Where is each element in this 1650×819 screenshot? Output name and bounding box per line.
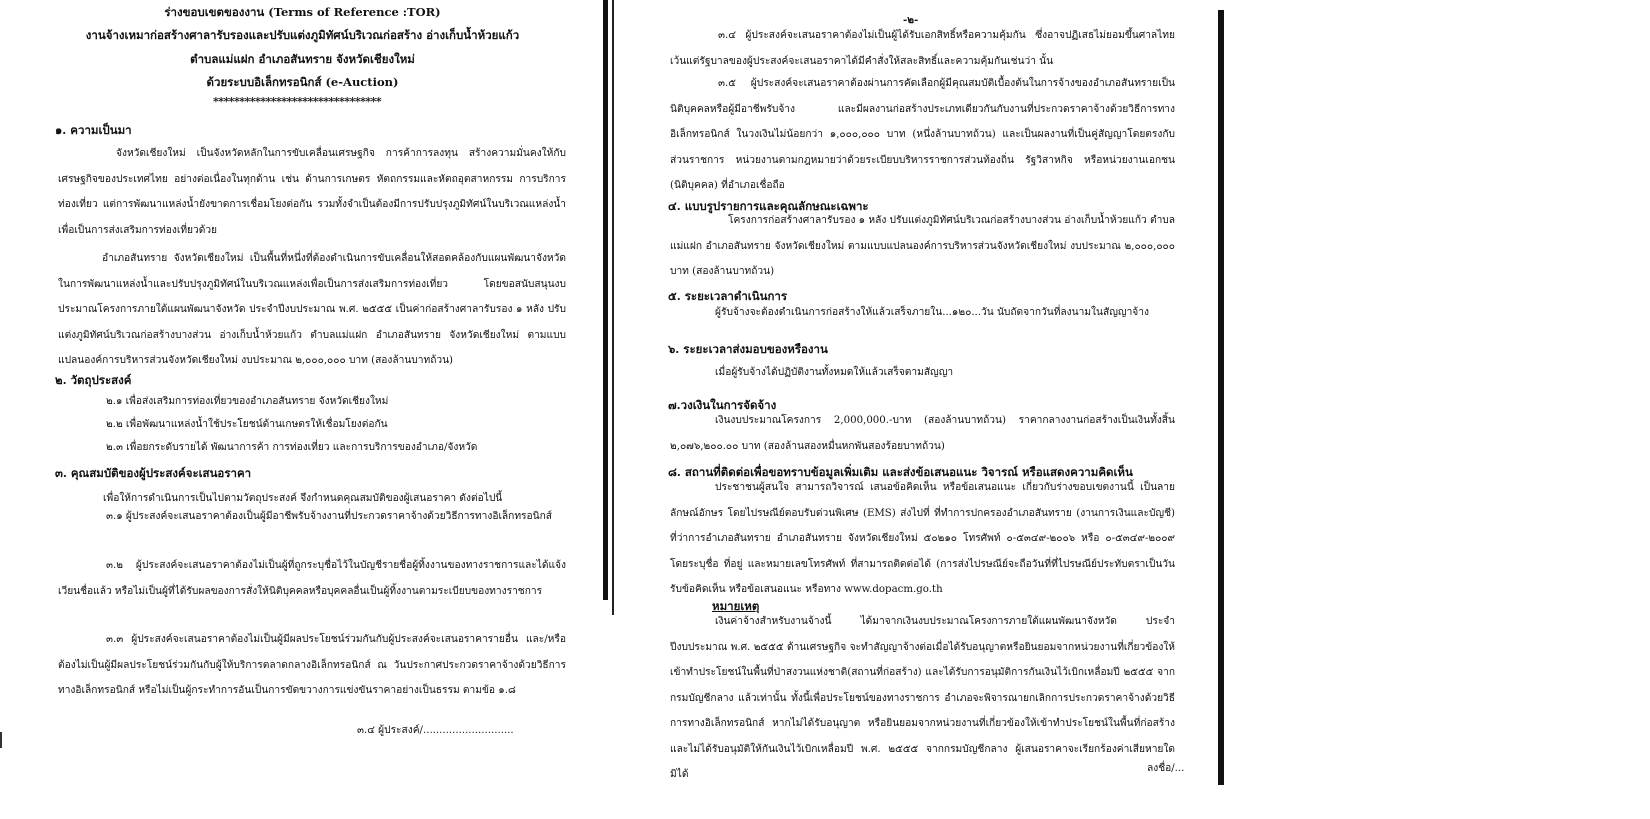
section-7-heading: ๗.วงเงินในการจัดจ้าง [668,398,777,412]
page-continuation: ๓.๔ ผู้ประสงค์/............................ [357,725,514,736]
document-page-2 [615,0,1225,819]
section-6-body: เมื่อผู้รับจ้างได้ปฏิบัติงานทั้งหมดให้แล้วเสร็จตามสัญญา [715,367,954,378]
doc-method: ด้วยระบบอิเล็กทรอนิกส์ (e-Auction) [206,75,399,89]
page-number: -๒- [903,14,919,26]
page-gutter-line [612,0,614,615]
section-5-body: ผู้รับจ้างจะต้องดำเนินการก่อสร้างให้แล้วเสร็จภายใน...๑๒๐...วัน นับถัดจากวันที่ลงนามในสัญญาจ้าง [715,307,1149,318]
objective-2-1: ๒.๑ เพื่อส่งเสริมการท่องเที่ยวของอำเภอสันทราย จังหวัดเชียงใหม่ [106,396,389,407]
note-heading: หมายเหตุ [712,599,760,613]
section-8-heading: ๘. สถานที่ติดต่อเพื่อขอทราบข้อมูลเพิ่มเติม และส่งข้อเสนอแนะ วิจารณ์ หรือแสดงความคิดเห็น [668,465,1133,479]
doc-title: ร่างขอบเขตของงาน (Terms of Reference :TOR) [164,5,441,19]
document-page-1 [0,0,605,819]
qualification-3-4: ๓.๔ ผู้ประสงค์จะเสนอราคาต้องไม่เป็นผู้ได้รับเอกสิทธิ์หรือความคุ้มกัน ซึ่งอาจปฏิเสธไม่ยอมขึ้นศาลไทยเว้นแต่รัฐบาลของผู้ประสงค์จะเสนอราคาได้มีคำสั่งให้สละสิทธิ์และความคุ้มกันเช่นว่า นั้น [670,30,1175,67]
section-1-heading: ๑. ความเป็นมา [55,123,132,137]
doc-subtitle: งานจ้างเหมาก่อสร้างศาลารับรองและปรับแต่งภูมิทัศน์บริเวณก่อสร้าง อ่างเก็บน้ำห้วยแก้ว [85,28,520,42]
note-body: เงินค่าจ้างสำหรับงานจ้างนี้ ได้มาจากเงินงบประมาณโครงการภายใต้แผนพัฒนาจังหวัด ประจำปีงบประมาณ พ.ศ. ๒๕๕๕ ด้านเศรษฐกิจ จะทำสัญญาจ้างต่อเมื่อได้รับอนุญาตหรือยินยอมจากหน่วยงานที่เกี่ยวข้องให้เข้าทำประโยชน์ในพื้นที่ป่าสงวนแห่งชาติ(สถานที่ก่อสร้าง) และได้รับการอนุมัติการกันเงินไว้เบิกเหลื่อมปี ๒๕๕๕ จากกรมบัญชีกลาง แล้วเท่านั้น ทั้งนี้เพื่อประโยชน์ของทางราชการ อำเภอจะพิจารณายกเลิกการประกวดราคาจ้างด้วยวิธีการทางอิเล็กทรอนิกส์ หากไม่ได้รับอนุญาต หรือยินยอมจากหน่วยงานที่เกี่ยวข้องให้เข้าทำประโยชน์ในพื้นที่ก่อสร้าง และไม่ได้รับอนุมัติให้กันเงินไว้เบิกเหลื่อมปี พ.ศ. ๒๕๕๕ จากกรมบัญชีกลาง ผู้เสนอราคาจะเรียกร้องค่าเสียหายใด มิได้ [670,616,1175,780]
objective-2-3: ๒.๓ เพื่อยกระดับรายได้ พัฒนาการค้า การท่องเที่ยว และการบริการของอำเภอ/จังหวัด [106,442,478,453]
section-3-intro: เพื่อให้การดำเนินการเป็นไปตามวัตถุประสงค์ จึงกำหนดคุณสมบัติของผู้เสนอราคา ดังต่อไปนี้ [103,493,503,504]
qualification-3-5: ๓.๕ ผู้ประสงค์จะเสนอราคาต้องผ่านการคัดเลือกผู้มีคุณสมบัติเบื้องต้นในการจ้างของอำเภอสันทรายเป็นนิติบุคคลหรือผู้มีอาชีพรับจ้าง และมีผลงานก่อสร้างประเภทเดียวกันกับงานที่ประกวดราคาจ้างด้วยวิธีการทางอิเล็กทรอนิกส์ ในวงเงินไม่น้อยกว่า ๑,๐๐๐,๐๐๐ บาท (หนึ่งล้านบาทถ้วน) และเป็นผลงานที่เป็นคู่สัญญาโดยตรงกับส่วนราชการ หน่วยงานตามกฎหมายว่าด้วยระเบียบบริหารราชการส่วนท้องถิ่น รัฐวิสาหกิจ หรือหน่วยงานเอกชน (นิติบุคคล) ที่อำเภอเชื่อถือ [670,78,1175,191]
qualification-3-3: ๓.๓ ผู้ประสงค์จะเสนอราคาต้องไม่เป็นผู้มีผลประโยชน์ร่วมกันกับผู้ประสงค์จะเสนอราคารายอื่น และ/หรือต้องไม่เป็นผู้มีผลประโยชน์ร่วมกันกับผู้ให้บริการตลาดกลางอิเล็กทรอนิกส์ ณ วันประกาศประกวดราคาจ้างด้วยวิธีการทางอิเล็กทรอนิกส์ หรือไม่เป็นผู้กระทำการอันเป็นการขัดขวางการแข่งขันราคาอย่างเป็นธรรม ตามข้อ ๑.๘ [58,634,566,696]
qualification-3-1: ๓.๑ ผู้ประสงค์จะเสนอราคาต้องเป็นผู้มีอาชีพรับจ้างงานที่ประกวดราคาจ้างด้วยวิธีการทางอิเล็กทรอนิกส์ [106,511,552,522]
section-2-heading: ๒. วัตถุประสงค์ [55,373,132,387]
section-7-body: เงินงบประมาณโครงการ 2,000,000.-บาท (สองล้านบาทถ้วน) ราคากลางงานก่อสร้างเป็นเงินทั้งสิ้น ๒,๐๗๖,๒๐๐.๐๐ บาท (สองล้านสองหมื่นหกพันสองร้อยบาทถ้วน) [670,415,1175,452]
section-1-paragraph-1: จังหวัดเชียงใหม่ เป็นจังหวัดหลักในการขับเคลื่อนเศรษฐกิจ การค้าการลงทุน สร้างความมั่นคงให้กับเศรษฐกิจของประเทศไทย อย่างต่อเนื่องในทุกด้าน เช่น ด้านการเกษตร หัตถกรรมและหัตถอุตสาหกรรม การบริการท่องเที่ยว แต่การพัฒนาแหล่งน้ำยังขาดการเชื่อมโยงต่อกัน รวมทั้งจำเป็นต้องมีการปรับปรุงภูมิทัศน์ในบริเวณแหล่งน้ำเพื่อเป็นการส่งเสริมการท่องเที่ยวด้วย [58,148,566,236]
section-6-heading: ๖. ระยะเวลาส่งมอบของหรืองาน [668,342,828,356]
section-4-heading: ๔. แบบรูปรายการและคุณลักษณะเฉพาะ [668,199,869,213]
section-4-body: โครงการก่อสร้างศาลารับรอง ๑ หลัง ปรับแต่งภูมิทัศน์บริเวณก่อสร้างบางส่วน อ่างเก็บน้ำห้วยแก้ว ตำบลแม่แฝก อำเภอสันทราย จังหวัดเชียงใหม่ ตามแบบแปลนองค์การบริหารส่วนจังหวัดเชียงใหม่ งบประมาณ ๒,๐๐๐,๐๐๐ บาท (สองล้านบาทถ้วน) [670,215,1175,277]
section-3-heading: ๓. คุณสมบัติของผู้ประสงค์จะเสนอราคา [55,466,252,480]
doc-location: ตำบลแม่แฝก อำเภอสันทราย จังหวัดเชียงใหม่ [190,52,415,66]
section-1-paragraph-2: อำเภอสันทราย จังหวัดเชียงใหม่ เป็นพื้นที่หนึ่งที่ต้องดำเนินการขับเคลื่อนให้สอดคล้องกับแผนพัฒนาจังหวัด ในการพัฒนาแหล่งน้ำและปรับปรุงภูมิทัศน์ในบริเวณแหล่งเพื่อเป็นการส่งเสริมการท่องเที่ยว โดยขอสนับสนุนงบประมาณโครงการภายใต้แผนพัฒนาจังหวัด ประจำปีงบประมาณ พ.ศ. ๒๕๕๕ เป็นค่าก่อสร้างศาลารับรอง ๑ หลัง ปรับแต่งภูมิทัศน์บริเวณก่อสร้างบางส่วน อ่างเก็บน้ำห้วยแก้ว ตำบลแม่แฝก อำเภอสันทราย จังหวัดเชียงใหม่ ตามแบบแปลนองค์การบริหารส่วนจังหวัดเชียงใหม่ งบประมาณ ๒,๐๐๐,๐๐๐ บาท (สองล้านบาทถ้วน) [58,253,566,366]
section-5-heading: ๕. ระยะเวลาดำเนินการ [668,289,788,303]
section-8-body: ประชาชนผู้สนใจ สามารถวิจารณ์ เสนอข้อคิดเห็น หรือข้อเสนอแนะ เกี่ยวกับร่างขอบเขตงานนี้ เป็นลายลักษณ์อักษร โดยไปรษณีย์ตอบรับด่วนพิเศษ (EMS) ส่งไปที่ ที่ทำการปกครองอำเภอสันทราย (งานการเงินและบัญชี) ที่ว่าการอำเภอสันทราย อำเภอสันทราย จังหวัดเชียงใหม่ ๕๐๒๑๐ โทรศัพท์ ๐-๕๓๔๙-๒๐๐๖ หรือ ๐-๕๓๔๙-๒๐๐๙ โดยระบุชื่อ ที่อยู่ และหมายเลขโทรศัพท์ ที่สามารถติดต่อได้ (การส่งไปรษณีย์จะถือวันที่ที่ไปรษณีย์ประทับตราเป็นวันรับข้อคิดเห็น หรือข้อเสนอแนะ หรือทาง www.dopacm.go.th [670,482,1175,595]
signature-continuation: ลงชื่อ/... [1147,763,1185,774]
title-divider: ******************************** [213,95,382,108]
objective-2-2: ๒.๒ เพื่อพัฒนาแหล่งน้ำใช้ประโยชน์ด้านเกษตรให้เชื่อมโยงต่อกัน [106,419,388,430]
qualification-3-2: ๓.๒ ผู้ประสงค์จะเสนอราคาต้องไม่เป็นผู้ที่ถูกระบุชื่อไว้ในบัญชีรายชื่อผู้ทิ้งงานของทางราชการและได้แจ้งเวียนชื่อแล้ว หรือไม่เป็นผู้ที่ได้รับผลของการสั่งให้นิติบุคคลหรือบุคคลอื่นเป็นผู้ทิ้งงานตามระเบียบของทางราชการ [58,560,566,597]
